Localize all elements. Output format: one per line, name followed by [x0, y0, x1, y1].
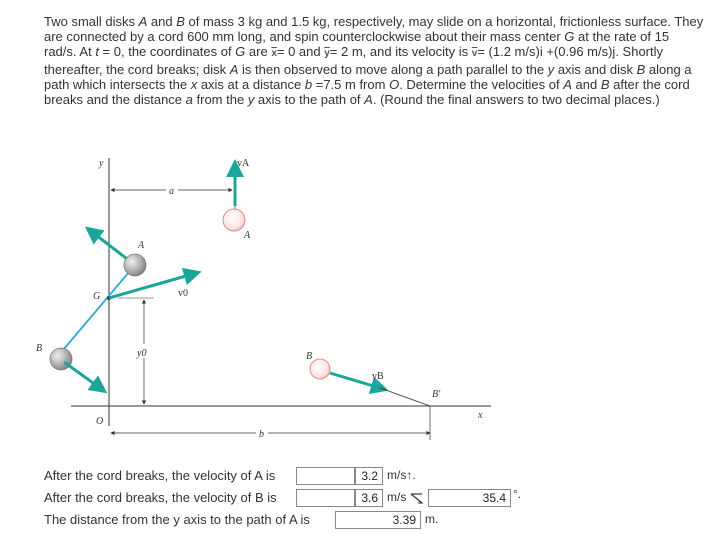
y-axis-label: y: [99, 158, 104, 169]
disk-A-after: [223, 209, 245, 231]
answer-row-2-label: After the cord breaks, the velocity of B is: [44, 490, 277, 505]
B-prime-label: B': [432, 389, 441, 400]
A-top-label: A: [244, 230, 251, 241]
answer-2-angle-input[interactable]: 35.4: [428, 489, 511, 507]
answer-row-3-label: The distance from the y axis to the path of A is: [44, 512, 310, 527]
B-path-line: [380, 388, 430, 406]
x-axis-label: x: [478, 410, 483, 421]
answer-1-input[interactable]: 3.2: [355, 467, 383, 485]
answer-2-unit: m/s: [387, 490, 407, 504]
answer-2-blank[interactable]: [296, 489, 355, 507]
answer-2-angle-unit: °.: [513, 487, 522, 501]
problem-statement: Two small disks A and B of mass 3 kg and 1.5 kg, respectively, may slide on a horizontal, frictionless surface. They are connected by a cord 600 mm long, and spin counterclockwise about their mass center G at the rate of 15 rad/s. At t = 0, the coordinates of G are $\overline{x}= 0$ and $\overline{y}= 2$ m, and its velocity is $\overline{v}= (1.2$ m/s)i +(0.96 m/s)j. Shortly thereafter, the cord breaks; disk A is then observed to move along a path parallel to the y axis and disk B along a path which intersects the x axis at a distance b =7.5 m from O. Determine the velocities of A and B after the cord breaks and the distance a from the y axis to the path of A. (Round the final answers to two decimal places.): [44, 14, 704, 108]
B-left-label: B: [36, 343, 43, 354]
answer-3-unit: m.: [425, 512, 439, 526]
disk-A: [124, 254, 146, 276]
answer-2-input[interactable]: 3.6: [355, 489, 383, 507]
origin-label: O: [96, 416, 104, 427]
A-label: A: [138, 240, 145, 251]
y0-label: y0: [137, 348, 147, 359]
vB-initial-arrow: [64, 362, 100, 388]
answer-row-1-label: After the cord breaks, the velocity of A is: [44, 468, 276, 483]
answer-1-unit: m/s↑.: [387, 468, 416, 482]
answer-3-input[interactable]: 3.39: [335, 511, 421, 529]
figure-diagram: [36, 148, 506, 448]
G-label: G: [93, 291, 101, 302]
angle-direction-icon: [410, 492, 424, 504]
cord-line: [58, 265, 135, 356]
a-label: a: [169, 186, 174, 197]
v0-label: v0: [178, 288, 188, 299]
disk-B-after: [310, 359, 330, 379]
vA-label: vA: [237, 158, 250, 169]
b-label: b: [259, 429, 264, 440]
B-label: B: [306, 351, 313, 362]
answer-1-blank[interactable]: [296, 467, 355, 485]
vB-label: vB: [372, 371, 384, 382]
